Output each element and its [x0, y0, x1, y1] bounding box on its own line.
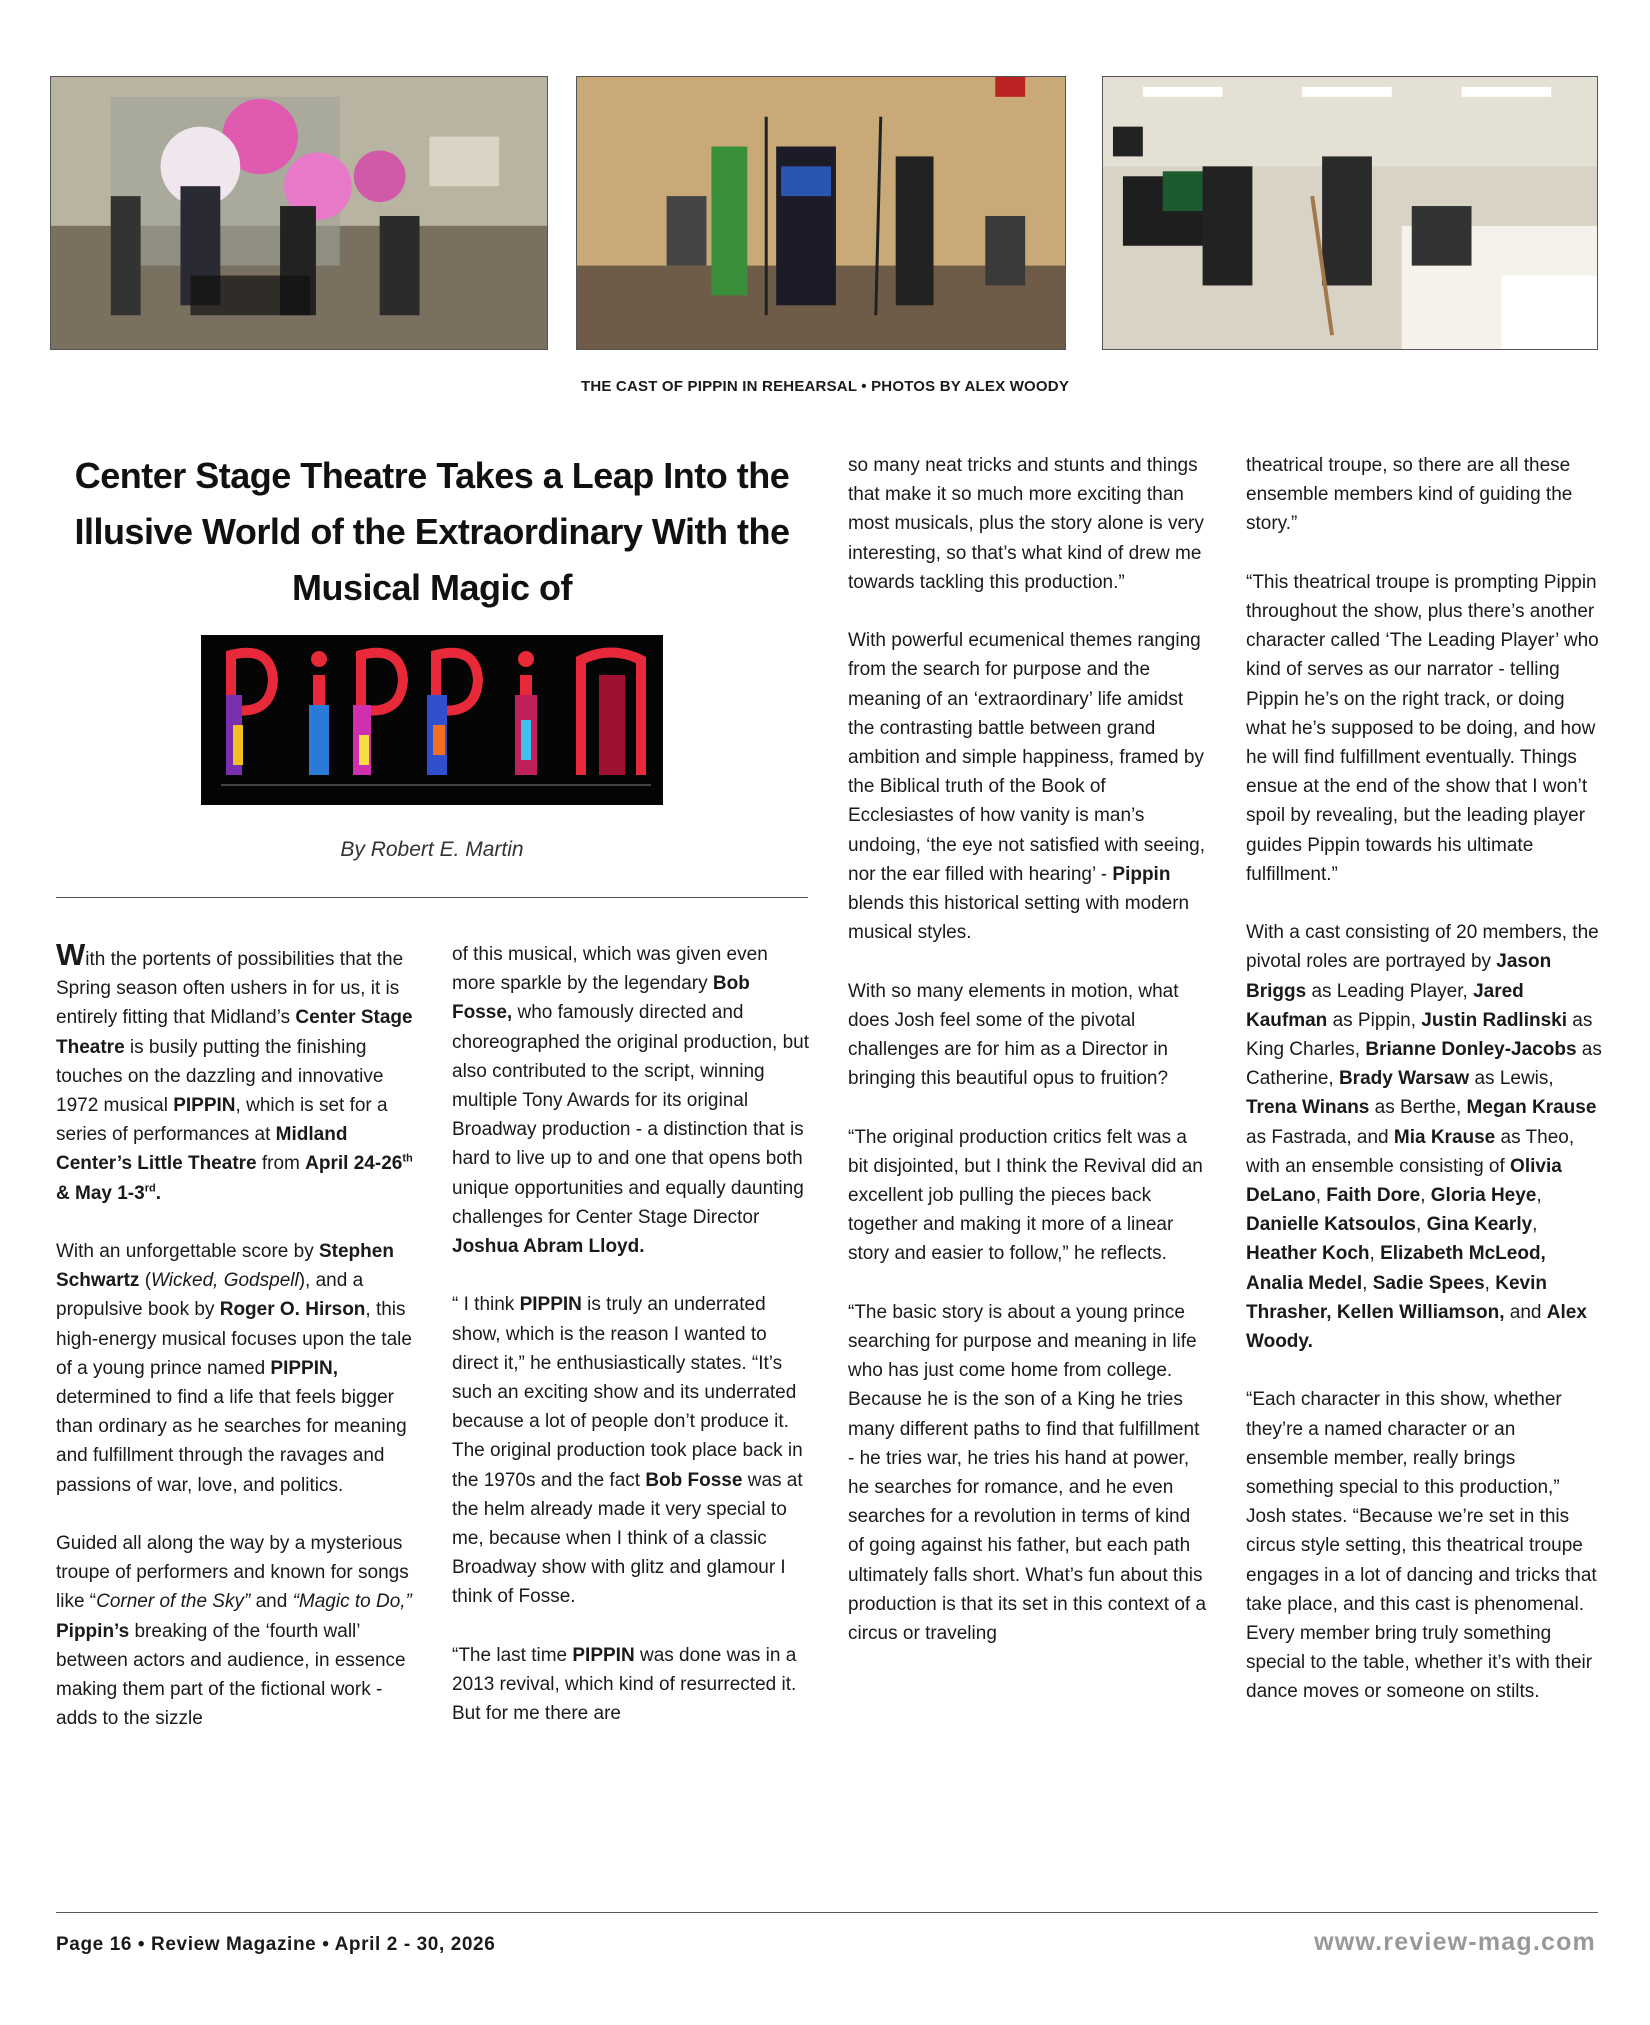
- rehearsal-photo-leaps: [1102, 76, 1598, 350]
- rehearsal-photo-fans: [50, 76, 548, 350]
- pippin-logo: [201, 635, 663, 805]
- article-headline: Center Stage Theatre Takes a Leap Into the Illusive World of the Extraordinary With the Musical Magic of: [74, 455, 790, 608]
- title-divider: [56, 897, 808, 898]
- byline: By Robert E. Martin: [340, 838, 524, 861]
- rehearsal-photo-spears: [576, 76, 1066, 350]
- article-column-2: of this musical, which was given even more sparkle by the legendary Bob Fosse, who famously directed and choreographed the original production, but also contributed to the script, winning multiple Tony Awards for its original Broadway production - a distinction that is hard to live up to and one that opens both unique opportunities and equally daunting challenges for Center Stage Director Joshua Abram Lloyd. “ I think PIPPIN is truly an underrated show, which is the reason I wanted to direct it,” he enthusiastically states. “It’s such an exciting show and its underrated because a lot of people don’t produce it. The original production took place back in the 1970s and the fact Bob Fosse was at the helm already made it very special to me, because when I think of a classic Broadway show with glitz and glamour I think of Fosse. “The last time PIPPIN was done was in a 2013 revival, which kind of resurrected it. But for me there are: [452, 944, 810, 1725]
- article-column-3: so many neat tricks and stunts and things that make it so much more exciting than most musicals, plus the story alone is very interesting, so that’s what kind of drew me towards tackling this production.” With powerful ecumenical themes ranging from the search for purpose and the meaning of an ‘extraordinary’ life amidst the contrasting battle between grand ambition and simple happiness, framed by the Biblical truth of the Book of Ecclesiastes of how vanity is man’s undoing, ‘the eye not satisfied with seeing, nor the ear filled with hearing’ - Pippin blends this historical setting with modern musical styles. With so many elements in motion, what does Josh feel some of the pivotal challenges are for him as a Director in bringing this beautiful opus to fruition? “The original production critics felt was a bit disjointed, but I think the Revival did an excellent job pulling the pieces back together and making it more of a linear story and easier to follow,” he reflects. “The basic story is about a young prince searching for purpose and meaning in life who has just come home from college. Because he is the son of a King he tries many different paths to find that fulfillment - he tries war, he tries his hand at power, he searches for romance, and he even searches for a revolution in terms of kind of going against his father, but each path ultimately falls short. What’s fun about this production is that its set in this context of a circus or traveling: [848, 455, 1207, 1645]
- footer-page-info: Page 16 • Review Magazine • April 2 - 30, 2026: [56, 1934, 496, 1955]
- article-column-4: theatrical troupe, so there are all these ensemble members kind of guiding the story.” “This theatrical troupe is prompting Pippin throughout the show, plus there’s another character called ‘The Leading Player’ who kind of serves as our narrator - telling Pippin he’s on the right track, or doing what he’s supposed to be doing, and how he will find fulfillment eventually. Things ensue at the end of the show that I won’t spoil by revealing, but the leading player guides Pippin towards his ultimate fulfillment.” With a cast consisting of 20 members, the pivotal roles are portrayed by Jason Briggs as Leading Player, Jared Kaufman as Pippin, Justin Radlinski as King Charles, Brianne Donley-Jacobs as Catherine, Brady Warsaw as Lewis, Trena Winans as Berthe, Megan Krause as Fastrada, and Mia Krause as Theo, with an ensemble consisting of Olivia DeLano, Faith Dore, Gloria Heye, Danielle Katsoulos, Gina Kearly, Heather Koch, Elizabeth McLeod, Analia Medel, Sadie Spees, Kevin Thrasher, Kellen Williamson, and Alex Woody. “Each character in this show, whether they’re a named character or an ensemble member, really brings something special to this production,” Josh states. “Because we’re set in this circus style setting, this theatrical troupe engages in a lot of dancing and tricks that take place, and this cast is phenomenal. Every member bring truly something special to the table, whether it’s with their dance moves or someone on stilts.: [1246, 455, 1602, 1703]
- footer-website: www.review-mag.com: [1314, 1928, 1596, 1956]
- photo-caption: THE CAST OF PIPPIN IN REHEARSAL • PHOTOS BY ALEX WOODY: [580, 378, 1070, 395]
- footer-divider: [56, 1912, 1598, 1913]
- article-column-1: With the portents of possibilities that the Spring season often ushers in for us, it is entirely fitting that Midland’s Center Stage Theatre is busily putting the finishing touches on the dazzling and innovative 1972 musical PIPPIN, which is set for a series of performances at Midland Center’s Little Theatre from April 24-26th & May 1-3rd. With an unforgettable score by Stephen Schwartz (Wicked, Godspell), and a propulsive book by Roger O. Hirson, this high-energy musical focuses upon the tale of a young prince named PIPPIN, determined to find a life that feels bigger than ordinary as he searches for meaning and fulfillment through the ravages and passions of war, love, and politics. Guided all along the way by a mysterious troupe of performers and known for songs like “Corner of the Sky” and “Magic to Do,” Pippin’s breaking of the ‘fourth wall’ between actors and audience, in essence making them part of the fictional work - adds to the sizzle: [56, 937, 413, 1730]
- pippin-logo-art: [201, 635, 663, 805]
